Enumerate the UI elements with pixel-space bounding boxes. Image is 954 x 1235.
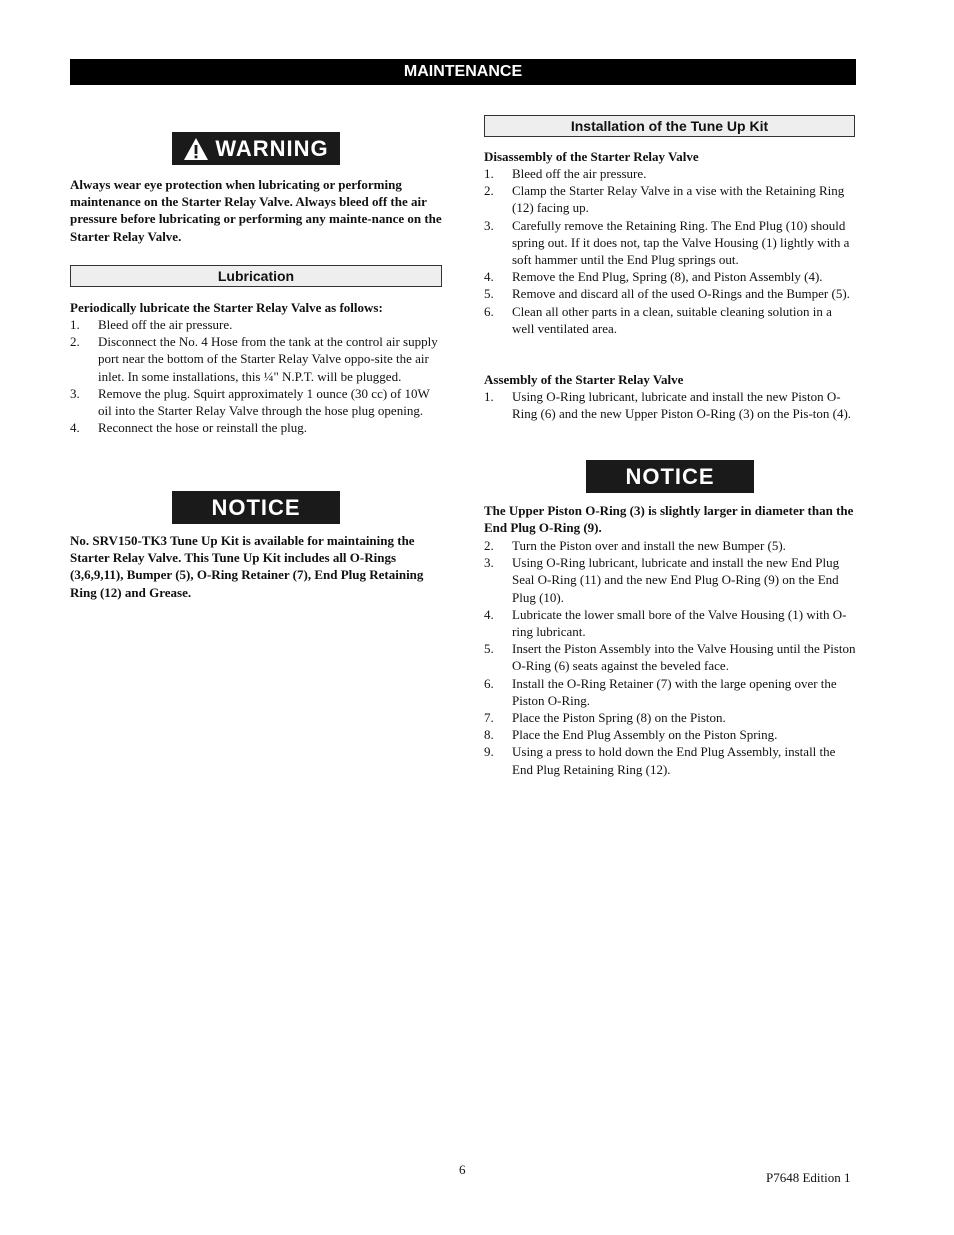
assembly-title: Assembly of the Starter Relay Valve <box>484 372 684 387</box>
edition-label: P7648 Edition 1 <box>766 1170 851 1185</box>
list-item: 2. Turn the Piston over and install the new Bumper (5). <box>484 538 786 553</box>
lubrication-heading: Lubrication <box>70 265 442 287</box>
warning-text: Always wear eye protection when lubricating or performing maintenance on the Starter Relay Valve. Always bleed off the air pressure before lubricating or performing any mainte-nance on the Starter Relay Valve. <box>70 177 442 244</box>
list-item: 9. Using a press to hold down the End Plug Assembly, install the End Plug Retaining Ring (12). <box>484 744 836 777</box>
assembly-steps <box>484 388 856 422</box>
list-item: 8. Place the End Plug Assembly on the Piston Spring. <box>484 727 778 743</box>
warning-callout <box>172 132 340 165</box>
page-number: 6 <box>459 1162 466 1177</box>
list-item: 3. Remove the plug. Squirt approximately 1 ounce (30 cc) of 10W oil into the Starter Relay Valve through the hose plug opening. <box>70 385 430 419</box>
lubrication-intro: Periodically lubricate the Starter Relay Valve as follows: <box>70 300 383 315</box>
list-item: 6. Clean all other parts in a clean, suitable cleaning solution in a well ventilated area. <box>484 303 832 336</box>
notice-label: NOTICE <box>211 494 301 520</box>
list-item: 5. Insert the Piston Assembly into the Valve Housing until the Piston O-Ring (6) seats against the beveled face. <box>484 641 856 674</box>
notice-text-right: The Upper Piston O-Ring (3) is slightly larger in diameter than the End Plug O-Ring (9). <box>484 503 854 536</box>
list-item: 4. Remove the End Plug, Spring (8), and Piston Assembly (4). <box>484 269 823 285</box>
notice-callout-left <box>172 491 340 524</box>
list-item: 1. Bleed off the air pressure. <box>70 317 233 332</box>
list-item: 2. Clamp the Starter Relay Valve in a vise with the Retaining Ring (12) facing up. <box>484 183 845 216</box>
notice-callout-right <box>586 460 754 493</box>
tune-up-kit-heading: Installation of the Tune Up Kit <box>484 115 855 137</box>
section-banner: MAINTENANCE <box>70 59 856 85</box>
list-item: 7. Place the Piston Spring (8) on the Piston. <box>484 710 726 726</box>
list-item: 6. Install the O-Ring Retainer (7) with the large opening over the Piston O-Ring. <box>484 675 837 708</box>
list-item: 3. Using O-Ring lubricant, lubricate and install the new End Plug Seal O-Ring (11) and the new End Plug O-Ring (9) on the End Plug (10). <box>484 555 840 605</box>
assembly-steps-continued <box>484 537 856 778</box>
warning-triangle-icon <box>183 137 209 161</box>
lubrication-steps <box>70 316 442 436</box>
list-item: 1. Bleed off the air pressure. <box>484 166 647 181</box>
list-item: 4. Lubricate the lower small bore of the Valve Housing (1) with O-ring lubricant. <box>484 606 847 640</box>
disassembly-steps <box>484 165 856 337</box>
list-item: 3. Carefully remove the Retaining Ring. The End Plug (10) should spring out. If it does not, tap the Valve Housing (1) lightly with a soft hammer until the End Plug springs out. <box>484 217 850 268</box>
notice-label: NOTICE <box>625 463 715 489</box>
list-item: 1. Using O-Ring lubricant, lubricate and install the new Piston O-Ring (6) and the new Upper Piston O-Ring (3) on the Pis-ton (4). <box>484 389 852 422</box>
notice-text-left: No. SRV150-TK3 Tune Up Kit is available for maintaining the Starter Relay Valve. This Tune Up Kit includes all O-Rings (3,6,9,11), Bumper (5), O-Ring Retainer (7), End Plug Retaining Ring (12) and Grease. <box>70 533 424 600</box>
disassembly-title: Disassembly of the Starter Relay Valve <box>484 149 699 164</box>
warning-label: WARNING <box>215 135 329 161</box>
list-item: 2. Disconnect the No. 4 Hose from the tank at the control air supply port near the bottom of the Starter Relay Valve oppo-site the air inlet. In some installations, this ¼" N.P.T. will be plugged. <box>70 334 438 384</box>
list-item: 5. Remove and discard all of the used O-Rings and the Bumper (5). <box>484 286 850 302</box>
list-item: 4. Reconnect the hose or reinstall the plug. <box>70 420 308 436</box>
